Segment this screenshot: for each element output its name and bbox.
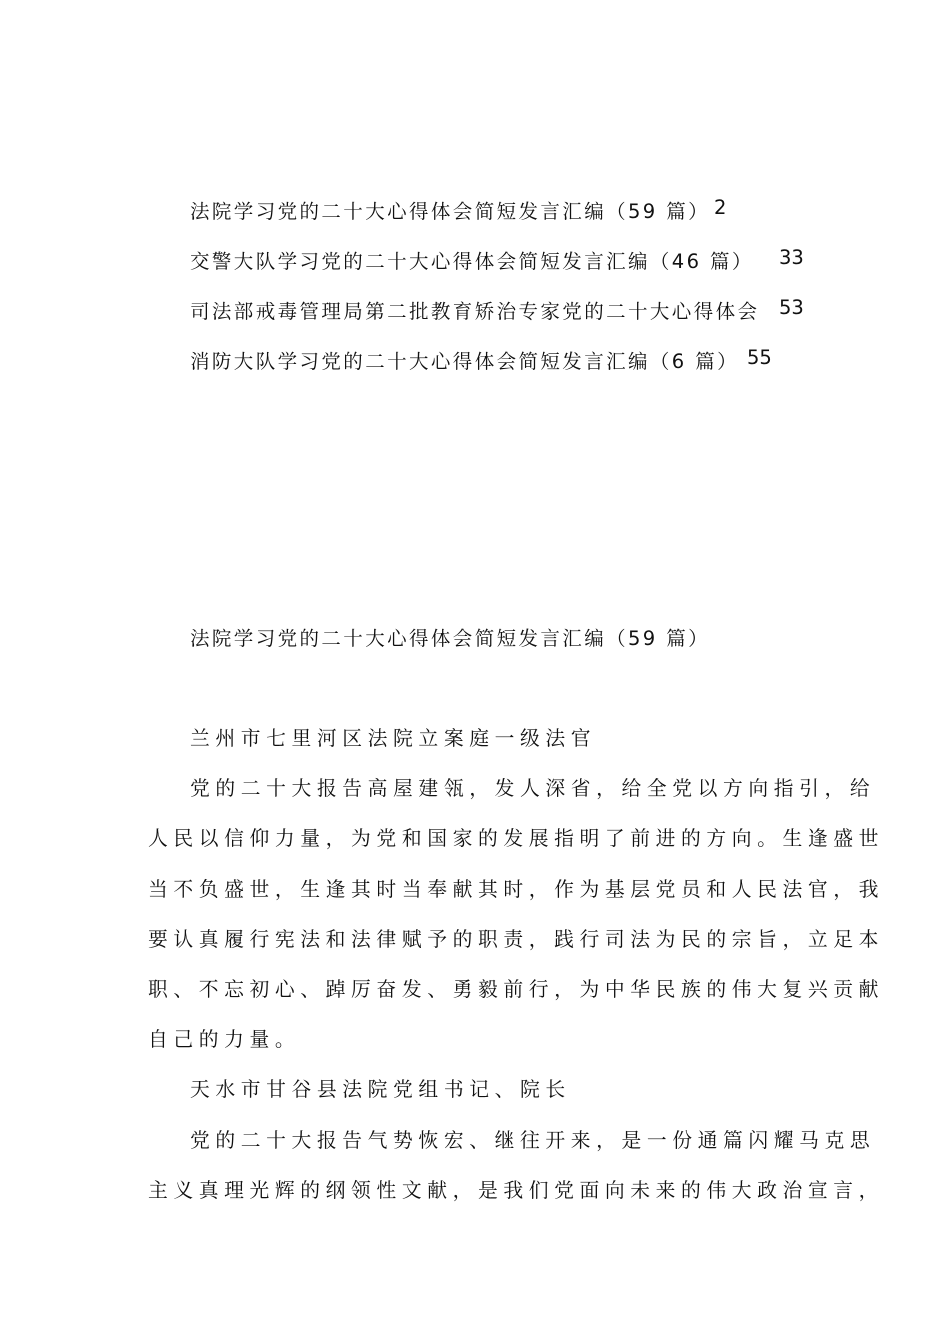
paragraph-line: 职、不忘初心、踔厉奋发、勇毅前行，为中华民族的伟大复兴贡献 [148,977,885,1001]
table-of-contents [190,196,820,396]
paragraph-line: 党的二十大报告气势恢宏、继往开来，是一份通篇闪耀马克思 [190,1128,876,1152]
toc-entry[interactable] [190,296,820,346]
toc-entry-title: 消防大队学习党的二十大心得体会简短发言汇编（6 篇） [190,350,740,373]
toc-entry[interactable] [190,246,820,296]
speaker-heading: 兰州市七里河区法院立案庭一级法官 [190,727,597,750]
paragraph-line: 自己的力量。 [148,1028,301,1052]
paragraph-line: 主义真理光辉的纲领性文献，是我们党面向未来的伟大政治宣言， [148,1178,885,1202]
paragraph-line: 人民以信仰力量，为党和国家的发展指明了前进的方向。生逢盛世 [148,827,885,851]
paragraph-line: 当不负盛世，生逢其时当奉献其时，作为基层党员和人民法官，我 [148,877,885,901]
toc-entry[interactable] [190,346,820,396]
speaker-heading: 天水市甘谷县法院党组书记、院长 [190,1078,571,1102]
toc-entry-page: 53 [779,296,804,319]
toc-entry[interactable] [190,196,820,246]
toc-entry-title: 交警大队学习党的二十大心得体会简短发言汇编（46 篇） [190,250,754,273]
body-text [148,724,885,1226]
paragraph-line: 要认真履行宪法和法律赋予的职责，践行司法为民的宗旨，立足本 [148,927,885,951]
toc-entry-title: 司法部戒毒管理局第二批教育矫治专家党的二十大心得体会 [190,300,760,323]
paragraph-line: 党的二十大报告高屋建瓴，发人深省，给全党以方向指引，给 [190,777,876,801]
section-heading: 法院学习党的二十大心得体会简短发言汇编（59 篇） [190,627,711,650]
toc-entry-page: 55 [747,346,772,369]
toc-entry-title: 法院学习党的二十大心得体会简短发言汇编（59 篇） [190,200,711,223]
toc-entry-page: 2 [714,196,727,219]
toc-entry-page: 33 [779,246,804,269]
